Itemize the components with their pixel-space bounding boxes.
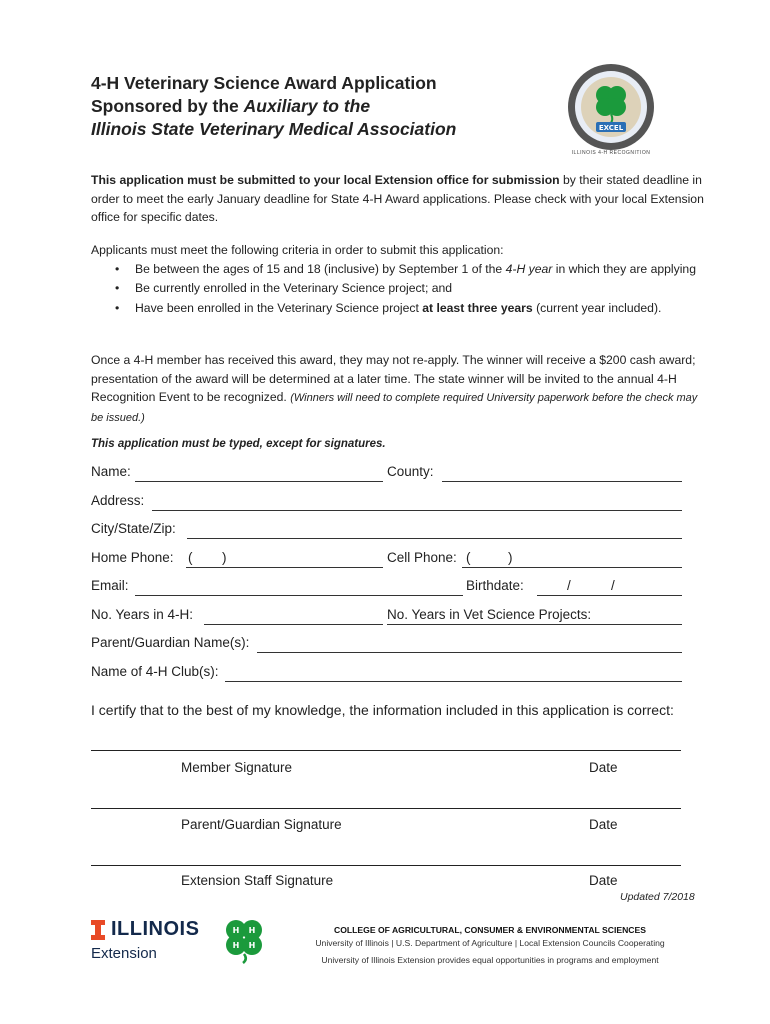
years-vet-field[interactable] — [387, 624, 682, 625]
cell-phone-label: Cell Phone: — [387, 550, 457, 565]
parent-names-label: Parent/Guardian Name(s): — [91, 635, 250, 650]
parent-names-field[interactable] — [257, 652, 682, 653]
award-paragraph: Once a 4-H member has received this award, they may not re-apply. The winner will receive a $200 cash award; presentation of the award will be determined at a later time. The state winner will be invited to the annual 4-H Recognition Event to be recognized. (Winners will need to complete required University paperwork before the check may be issued.) — [91, 353, 698, 424]
home-phone-paren-close: ) — [222, 550, 227, 565]
criteria-section — [91, 241, 706, 317]
staff-date-label: Date — [589, 873, 618, 888]
list-item: • Be currently enrolled in the Veterinary Science project; and — [91, 279, 706, 298]
parent-signature-label: Parent/Guardian Signature — [181, 817, 342, 832]
svg-text:H: H — [232, 941, 240, 950]
cell-phone-field[interactable] — [462, 567, 682, 568]
illinois-block-i-icon — [91, 920, 105, 940]
years-4h-field[interactable] — [204, 624, 383, 625]
list-item: • Have been enrolled in the Veterinary Science project at least three years (current year included). — [91, 299, 706, 318]
birthdate-field[interactable] — [537, 595, 682, 596]
home-phone-field[interactable] — [186, 567, 383, 568]
clubs-label: Name of 4-H Club(s): — [91, 664, 219, 679]
illinois-wordmark: ILLINOIS — [111, 918, 200, 940]
title-line-1: 4-H Veterinary Science Award Application — [91, 73, 437, 93]
member-signature-label: Member Signature — [181, 760, 293, 775]
parent-date-label: Date — [589, 817, 618, 832]
years-4h-label: No. Years in 4-H: — [91, 607, 194, 622]
recognition-seal-logo — [566, 62, 656, 152]
seal-caption: ILLINOIS 4-H RECOGNITION — [571, 150, 651, 156]
parent-signature-line[interactable] — [91, 808, 681, 809]
staff-signature-label: Extension Staff Signature — [181, 873, 334, 888]
years-vet-label: No. Years in Vet Science Projects: — [387, 607, 592, 622]
email-field[interactable] — [135, 595, 463, 596]
cell-phone-paren-open: ( — [466, 550, 471, 565]
address-field[interactable] — [152, 510, 682, 511]
intro-paragraph: This application must be submitted to your local Extension office for submission by their stated deadline in order to meet the early January deadline for State 4-H Award applications. Please check with your local Extension office for specific dates. — [91, 173, 704, 224]
birthdate-slash-2: / — [611, 578, 615, 593]
footer-equal-opportunity: University of Illinois Extension provides equal opportunities in programs and employment — [321, 955, 659, 965]
extension-wordmark: Extension — [91, 945, 157, 962]
certify-statement: I certify that to the best of my knowledge, the information included in this application is correct: — [91, 702, 674, 718]
member-signature-line[interactable] — [91, 750, 681, 751]
name-label: Name: — [91, 464, 131, 479]
seal-excel-text: EXCEL — [598, 124, 624, 132]
city-state-zip-field[interactable] — [187, 538, 682, 539]
updated-note: Updated 7/2018 — [620, 891, 695, 903]
criteria-lead: Applicants must meet the following criteria in order to submit this application: — [91, 243, 504, 257]
name-field[interactable] — [135, 481, 383, 482]
title-line-2: Sponsored by the Auxiliary to the — [91, 96, 371, 116]
criteria-list — [91, 260, 706, 318]
city-state-zip-label: City/State/Zip: — [91, 521, 176, 536]
typed-note: This application must be typed, except for signatures. — [91, 438, 386, 450]
address-label: Address: — [91, 493, 145, 508]
svg-text:H: H — [248, 941, 256, 950]
footer-partners: University of Illinois | U.S. Department of Agriculture | Local Extension Councils Cooperating — [315, 938, 665, 948]
birthdate-slash-1: / — [567, 578, 571, 593]
home-phone-label: Home Phone: — [91, 550, 174, 565]
county-field[interactable] — [442, 481, 682, 482]
cell-phone-paren-close: ) — [508, 550, 513, 565]
email-label: Email: — [91, 578, 129, 593]
svg-text:H: H — [232, 926, 240, 935]
member-date-label: Date — [589, 760, 618, 775]
home-phone-paren-open: ( — [188, 550, 193, 565]
clubs-field[interactable] — [225, 681, 682, 682]
footer-college: COLLEGE OF AGRICULTURAL, CONSUMER & ENVIRONMENTAL SCIENCES — [334, 925, 646, 935]
county-label: County: — [387, 464, 434, 479]
list-item: • Be between the ages of 15 and 18 (inclusive) by September 1 of the 4-H year in which they are applying — [91, 260, 706, 279]
staff-signature-line[interactable] — [91, 865, 681, 866]
birthdate-label: Birthdate: — [466, 578, 524, 593]
title-line-3: Illinois State Veterinary Medical Association — [91, 119, 457, 139]
four-h-clover-icon — [222, 918, 266, 964]
page-title — [91, 72, 456, 141]
svg-text:H: H — [248, 926, 256, 935]
